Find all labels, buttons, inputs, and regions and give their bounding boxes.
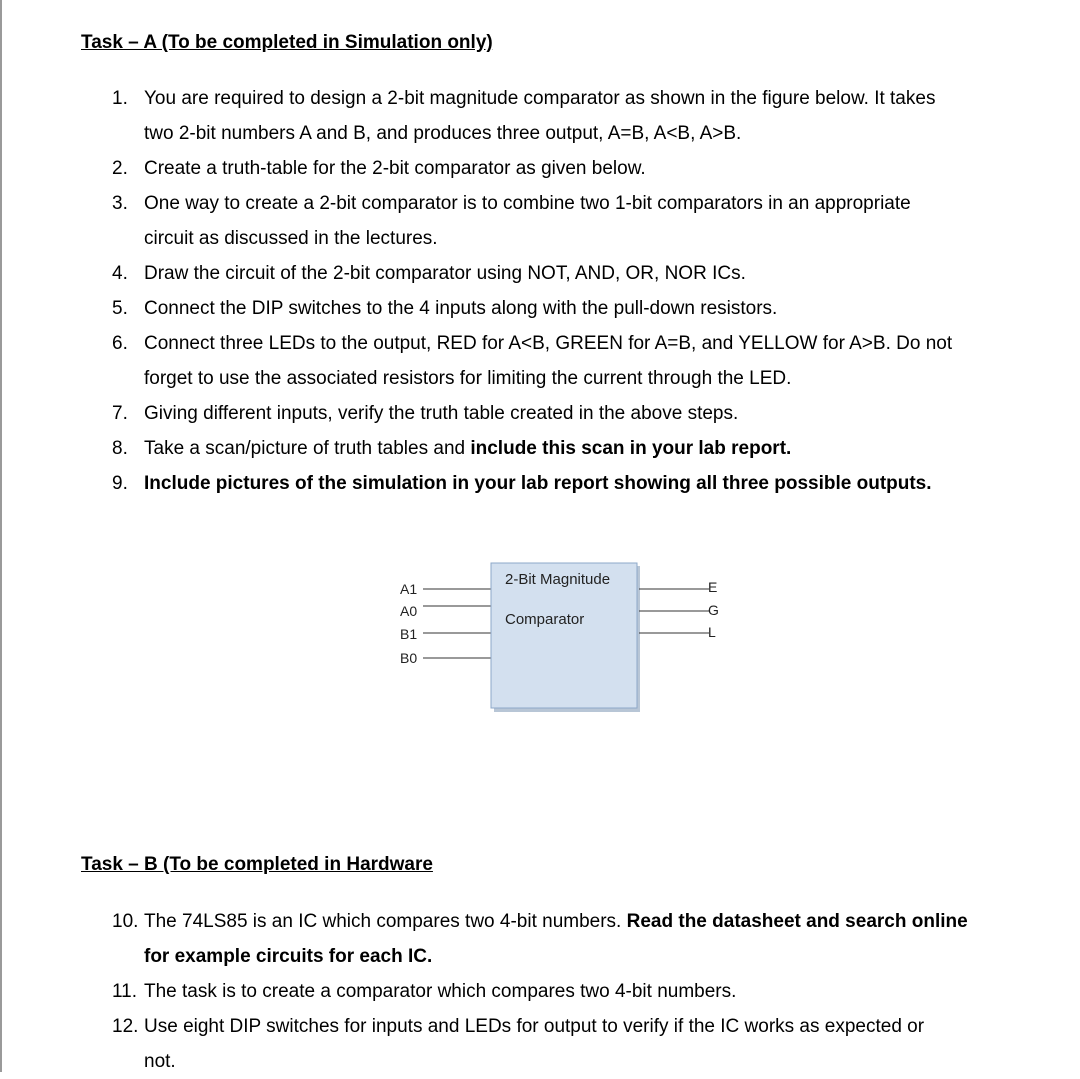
list-item [112,974,1012,1009]
comparator-title-line2: Comparator [505,611,585,628]
item-text: The task is to create a comparator which compares two 4-bit numbers. [144,981,737,1002]
list-item [112,466,1012,501]
input-label-a1: A1 [400,581,418,597]
item-number: 12. [112,1016,139,1037]
item-number: 5. [112,298,128,319]
item-bold-text: Read the datasheet and search online [626,911,968,932]
task-b-list [112,904,1012,1079]
task-a-list [112,81,1012,501]
output-label-e: E [708,579,718,595]
item-text [112,466,1012,501]
item-text: Draw the circuit of the 2-bit comparator using NOT, AND, OR, NOR ICs. [144,263,746,284]
list-item [112,81,1012,151]
comparator-block-diagram [395,562,725,712]
task-a-heading: Task – A (To be completed in Simulation only) [81,32,493,53]
list-item [112,904,1012,974]
item-text-continued: forget to use the associated resistors for limiting the current through the LED. [144,368,792,389]
item-number: 8. [112,438,128,459]
item-number: 4. [112,263,128,284]
output-label-l: L [708,624,716,640]
item-text: Take a scan/picture of truth tables and include this scan in your lab report. [144,438,792,459]
item-text-continued: circuit as discussed in the lectures. [144,228,438,249]
item-text: One way to create a 2-bit comparator is to combine two 1-bit comparators in an appropriate [144,193,911,214]
list-item [112,396,1012,431]
item-text: You are required to design a 2-bit magnitude comparator as shown in the figure below. It takes [144,88,936,109]
item-text: The 74LS85 is an IC which compares two 4-bit numbers. Read the datasheet and search online [144,911,968,932]
list-item [112,291,1012,326]
item-text: Connect the DIP switches to the 4 inputs along with the pull-down resistors. [144,298,778,319]
list-item [112,256,1012,291]
list-item [112,431,1012,466]
item-number: 2. [112,158,128,179]
item-bold-text: Include pictures of the simulation in your lab report showing all three possible outputs. [144,473,932,494]
page-left-border [0,0,2,1072]
item-number: 6. [112,333,128,354]
input-label-a0: A0 [400,603,418,619]
item-number: 10. [112,911,139,932]
item-text: Connect three LEDs to the output, RED for A<B, GREEN for A=B, and YELLOW for A>B. Do not [144,333,953,354]
item-text: Giving different inputs, verify the truth table created in the above steps. [144,403,739,424]
item-text: Create a truth-table for the 2-bit comparator as given below. [144,158,646,179]
item-number: 11. [112,981,138,1002]
list-item [112,326,1012,396]
output-label-g: G [708,602,719,618]
item-text: Use eight DIP switches for inputs and LEDs for output to verify if the IC works as expected or [144,1016,925,1037]
item-text-continued [112,939,1012,974]
item-number: 1. [112,88,128,109]
task-b-heading: Task – B (To be completed in Hardware [81,854,433,875]
list-item [112,186,1012,256]
item-text-continued: two 2-bit numbers A and B, and produces three output, A=B, A<B, A>B. [144,123,742,144]
item-text-continued: not. [144,1051,176,1072]
input-label-b1: B1 [400,626,418,642]
item-bold-text: for example circuits for each IC. [144,946,433,967]
list-item [112,1009,1012,1079]
list-item [112,151,1012,186]
item-bold-text: include this scan in your lab report. [470,438,792,459]
item-number: 3. [112,193,128,214]
input-label-b0: B0 [400,650,418,666]
comparator-title-line1: 2-Bit Magnitude [505,571,611,588]
item-number: 9. [112,473,128,494]
item-number: 7. [112,403,128,424]
